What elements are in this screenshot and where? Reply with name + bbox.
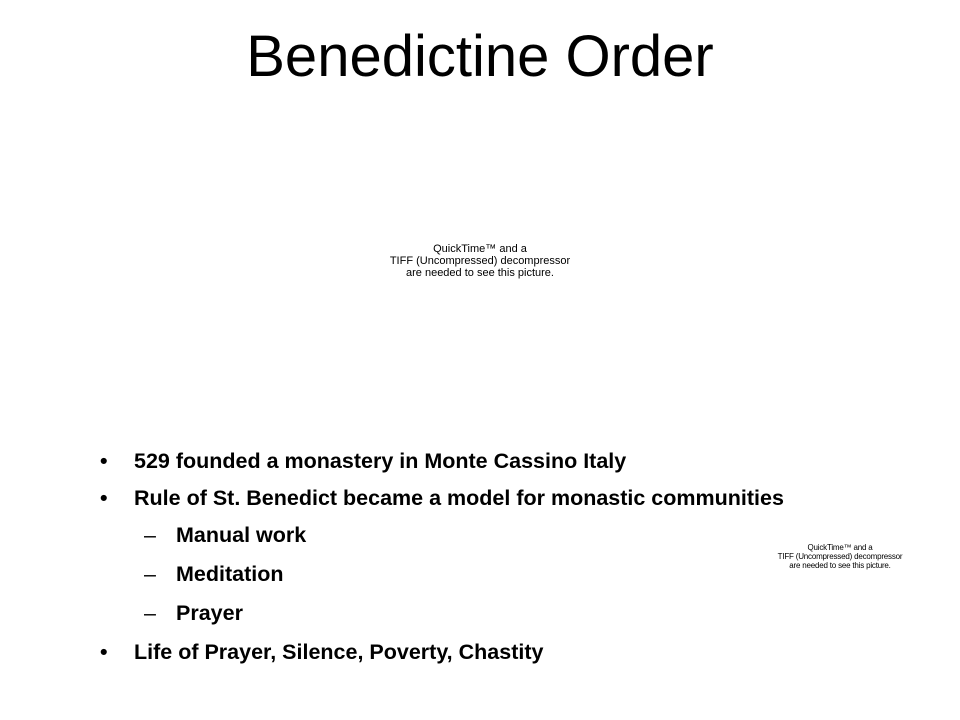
bullet-icon: • xyxy=(100,486,108,510)
sub-bullet-list xyxy=(134,522,800,626)
bullet-text: 529 founded a monastery in Monte Cassino Italy xyxy=(134,449,627,473)
sub-bullet-item xyxy=(134,600,800,626)
bullet-item xyxy=(100,639,800,665)
dash-icon: – xyxy=(144,523,156,547)
bullet-icon: • xyxy=(100,640,108,664)
placeholder-line: are needed to see this picture. xyxy=(789,561,891,570)
placeholder-line: TIFF (Uncompressed) decompressor xyxy=(389,255,571,267)
bullet-item xyxy=(100,485,800,626)
bullet-list xyxy=(100,448,800,676)
sub-bullet-item xyxy=(134,522,800,548)
dash-icon: – xyxy=(144,601,156,625)
sub-bullet-text: Manual work xyxy=(176,523,307,547)
sub-bullet-item xyxy=(134,561,800,587)
bullet-icon: • xyxy=(100,449,108,473)
dash-icon: – xyxy=(144,562,156,586)
placeholder-line: are needed to see this picture. xyxy=(406,267,554,279)
bullet-text: Rule of St. Benedict became a model for monastic communities xyxy=(134,486,784,510)
sub-bullet-text: Prayer xyxy=(176,601,243,625)
placeholder-line: QuickTime™ and a xyxy=(807,543,873,552)
image-placeholder-main xyxy=(330,243,630,279)
bullet-text: Life of Prayer, Silence, Poverty, Chastity xyxy=(134,640,544,664)
placeholder-line: TIFF (Uncompressed) decompressor xyxy=(777,552,903,561)
placeholder-line: QuickTime™ and a xyxy=(433,243,527,255)
sub-bullet-text: Meditation xyxy=(176,562,284,586)
bullet-item xyxy=(100,448,800,474)
slide-title: Benedictine Order xyxy=(246,24,714,89)
